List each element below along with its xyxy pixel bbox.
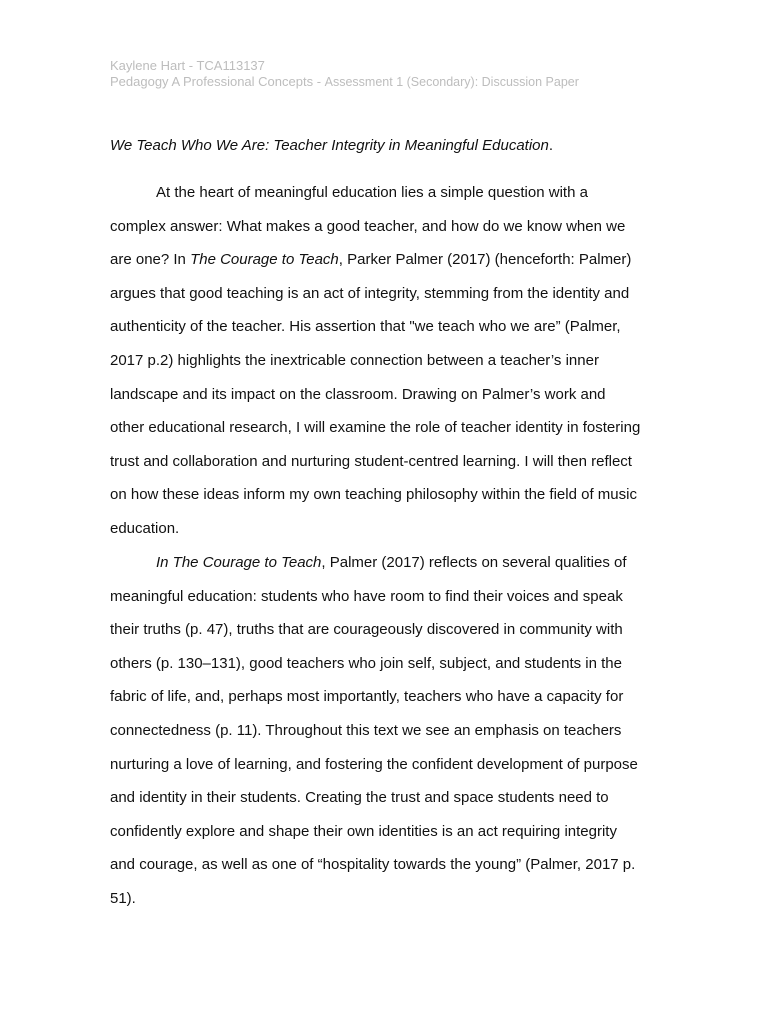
text-line: 2017 p.2) highlights the inextricable connection between a teacher’s inner	[110, 351, 599, 369]
paragraph-1	[110, 183, 658, 553]
course-name: Pedagogy A Professional Concepts -	[110, 74, 325, 89]
text-line: and identity in their students. Creating the trust and space students need to	[110, 789, 609, 807]
text-line: 51).	[110, 889, 136, 907]
text-span: , Palmer (2017) reflects on several qualities of	[321, 554, 627, 571]
author-line: Kaylene Hart - TCA113137	[110, 58, 265, 73]
text-line: other educational research, I will examine the role of teacher identity in fostering	[110, 419, 641, 437]
text-span: , Parker Palmer (2017) (henceforth: Palmer)	[338, 251, 632, 269]
course-line	[110, 74, 579, 90]
text-line: others (p. 130–131), good teachers who join self, subject, and students in the	[110, 654, 622, 672]
text-line: complex answer: What makes a good teacher, and how do we know when we	[110, 217, 626, 235]
paper-title-period: .	[548, 137, 554, 154]
text-line: authenticity of the teacher. His assertion that "we teach who we are” (Palmer,	[110, 318, 621, 336]
text-line: connectedness (p. 11). Throughout this text we see an emphasis on teachers	[110, 721, 622, 739]
paper-title	[110, 136, 553, 156]
assessment-name: Assessment 1 (Secondary): Discussion Paper	[324, 75, 579, 89]
text-line	[110, 553, 658, 587]
document-header	[110, 58, 579, 90]
text-line: and courage, as well as one of “hospitality towards the young” (Palmer, 2017 p.	[110, 856, 636, 874]
book-title: The Courage to Teach	[190, 251, 339, 269]
text-line: meaningful education: students who have room to find their voices and speak	[110, 587, 623, 605]
text-line: their truths (p. 47), truths that are courageously discovered in community with	[110, 621, 623, 639]
text-line	[110, 250, 658, 284]
text-line: trust and collaboration and nurturing student-centred learning. I will then reflect	[110, 452, 632, 470]
text-line: landscape and its impact on the classroom. Drawing on Palmer’s work and	[110, 385, 606, 403]
paper-title-text: We Teach Who We Are: Teacher Integrity in Meaningful Education	[110, 137, 549, 154]
book-title: In The Courage to Teach	[156, 554, 322, 571]
text-span: are one? In	[110, 251, 191, 269]
text-line: on how these ideas inform my own teaching philosophy within the field of music	[110, 486, 637, 504]
text-line: confidently explore and shape their own identities is an act requiring integrity	[110, 822, 617, 840]
text-line: nurturing a love of learning, and fostering the confident development of purpose	[110, 755, 638, 773]
text-line: At the heart of meaningful education lies a simple question with a	[156, 184, 588, 201]
text-line: education.	[110, 519, 180, 537]
text-line: argues that good teaching is an act of integrity, stemming from the identity and	[110, 284, 630, 302]
paragraph-2	[110, 553, 658, 923]
text-line: fabric of life, and, perhaps most importantly, teachers who have a capacity for	[110, 688, 624, 706]
